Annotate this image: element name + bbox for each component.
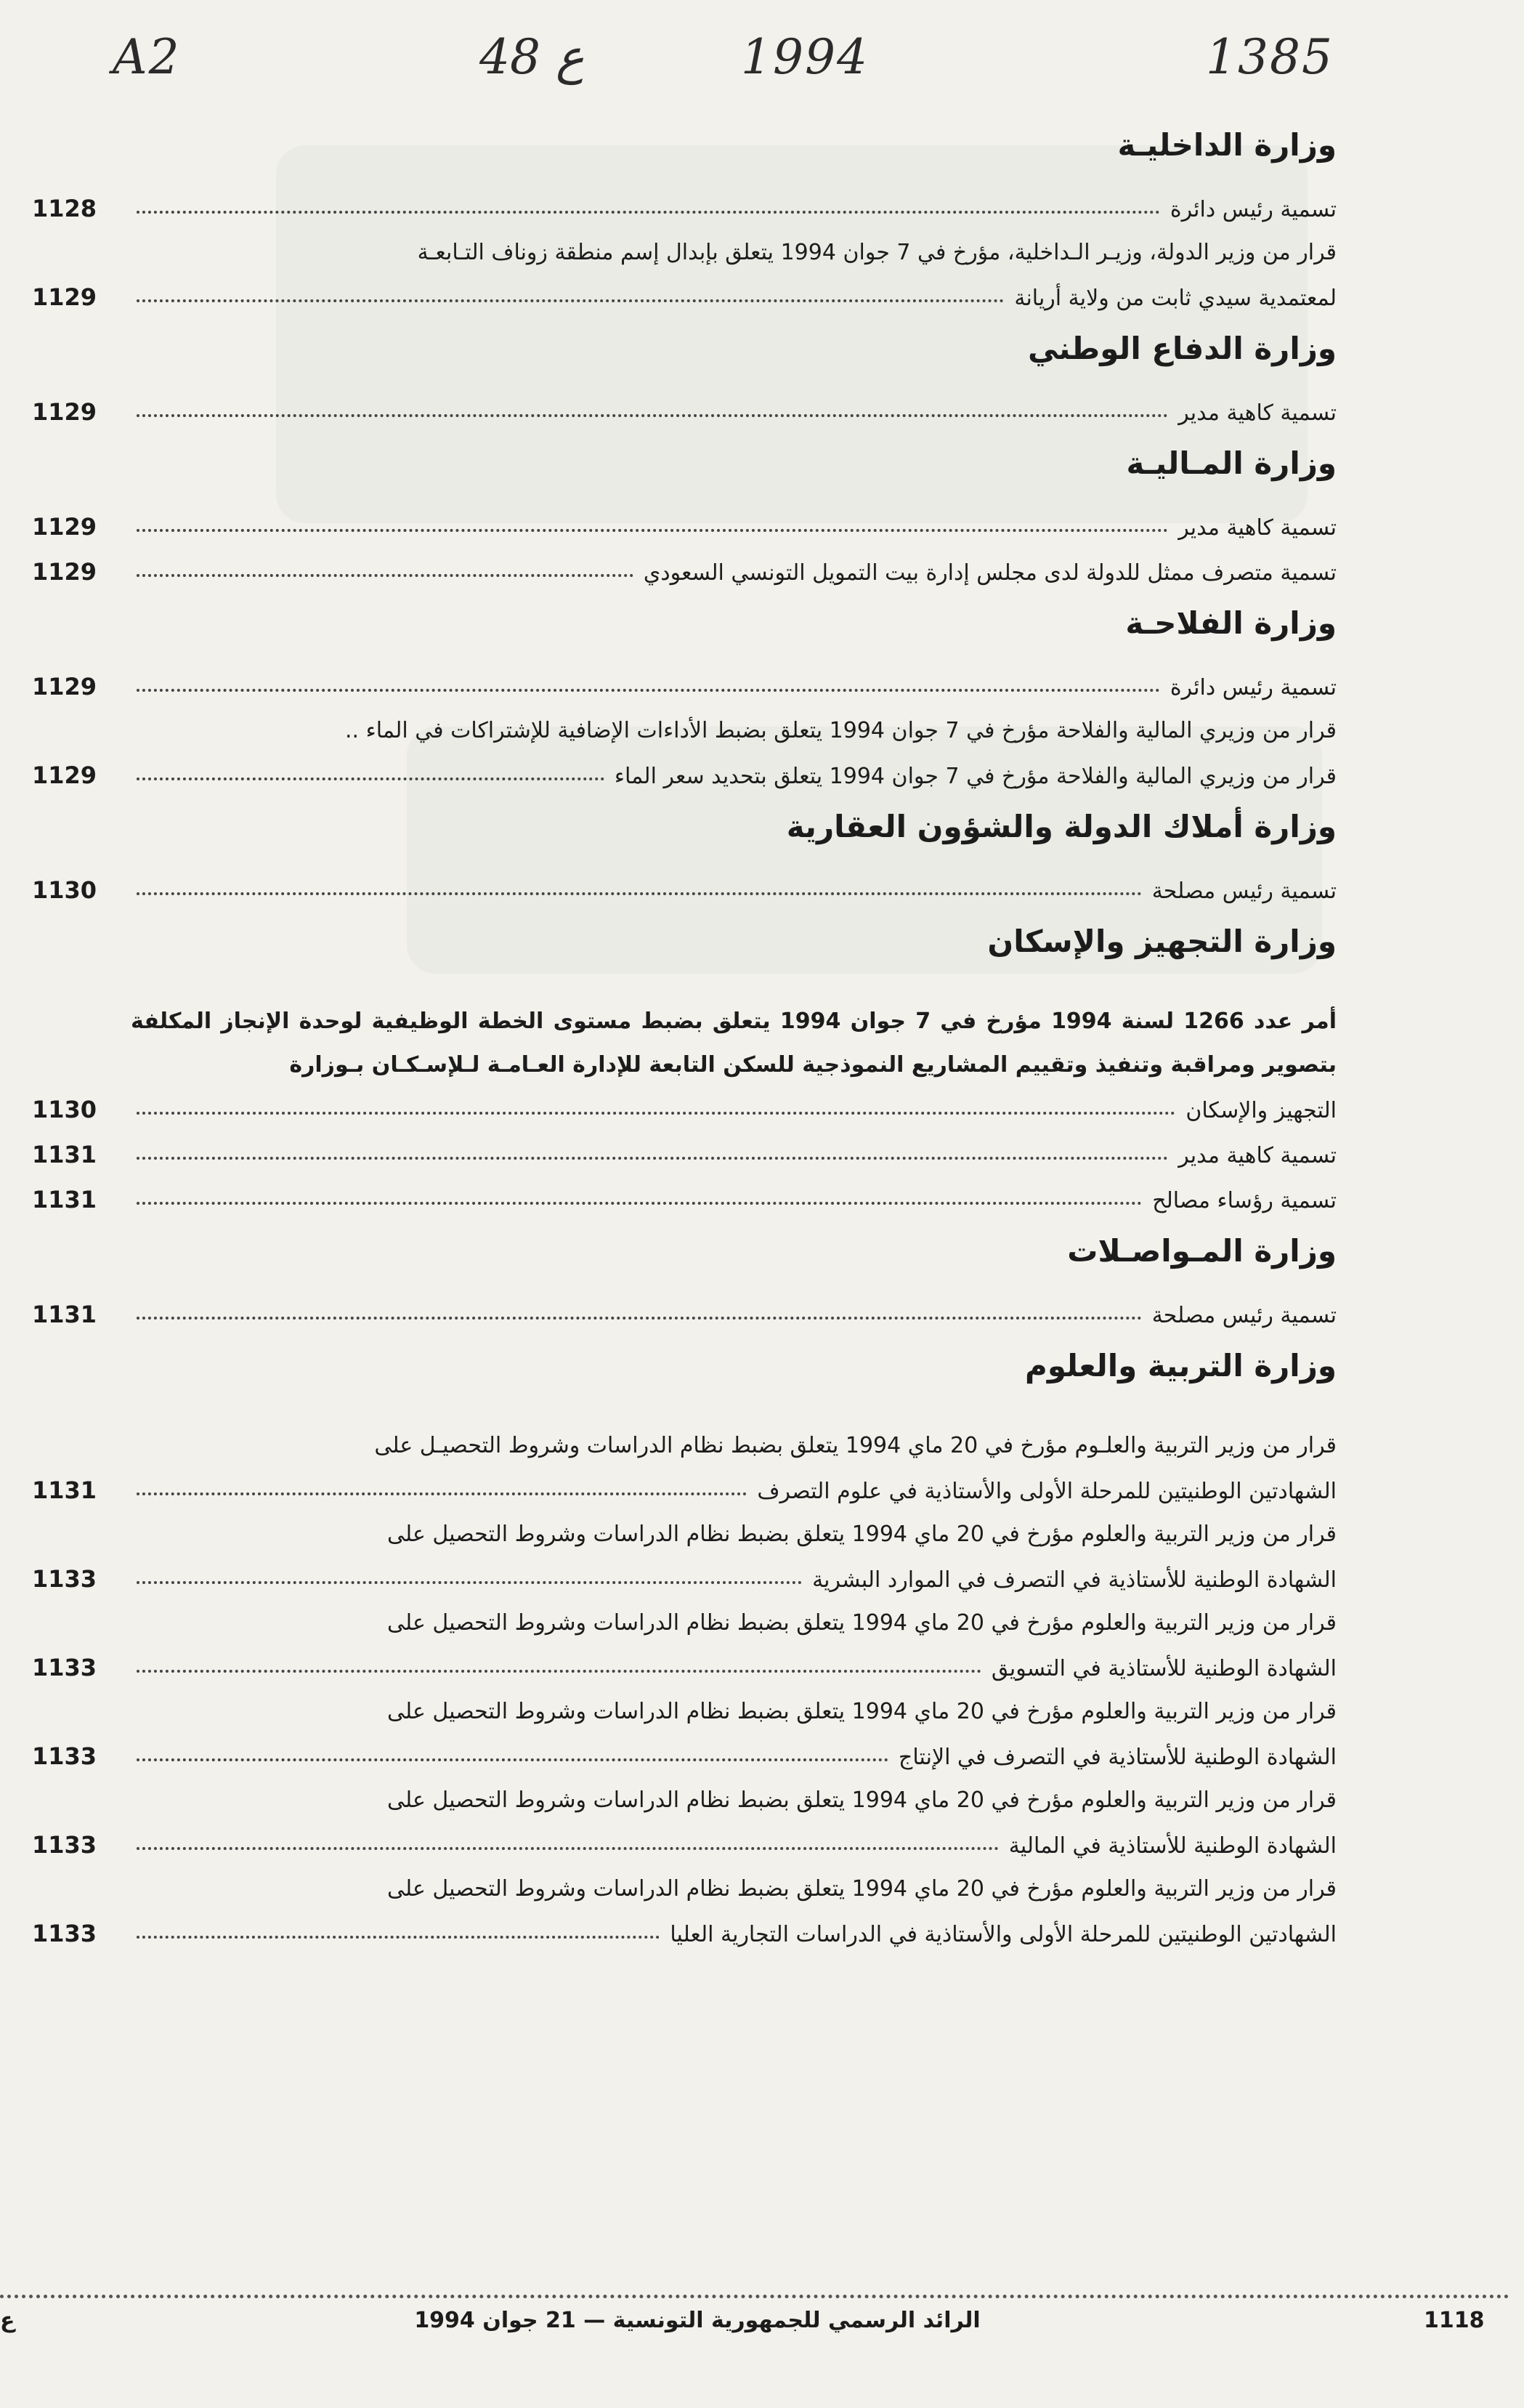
dot-leader [137,689,1160,692]
entry-label: الشهادة الوطنية للأستاذية في التصرف في الموارد البشرية [812,1567,1337,1593]
entry-label: التجهيز والإسكان [1185,1098,1337,1123]
entry-label: لمعتمدية سيدي ثابت من ولاية أريانة [1014,286,1337,311]
entry-text: قرار من وزير التربية والعلوم مؤرخ في 20 ماي 1994 يتعلق بضبط نظام الدراسات وشروط التحصيل على [387,1522,1337,1547]
entry-label: تسمية كاهية مدير [1178,1143,1337,1168]
ministry-title: وزارة الفلاحـة [1125,605,1337,641]
entry-line [29,275,1337,320]
page-number: 1133 [32,1565,97,1593]
dot-leader [137,299,1004,302]
dot-leader [137,1157,1168,1160]
dot-leader [137,1758,888,1761]
entry-line [29,868,1337,913]
ministry-title: وزارة المـاليـة [1126,445,1337,481]
spacer [29,856,1337,868]
spacer [29,493,1337,504]
page-number: 1129 [32,673,97,700]
page-number: 1130 [32,876,97,904]
entry-label: تسمية كاهية مدير [1178,515,1337,541]
ministry-title: وزارة الداخليـة [1117,127,1337,163]
entry-label: تسمية كاهية مدير [1178,400,1337,426]
toc-entry [29,504,1337,549]
entry-label: الشهادة الوطنية للأستاذية في المالية [1008,1833,1337,1859]
spacer [29,971,1337,1000]
spacer [29,174,1337,186]
entry-line [29,1087,1337,1132]
handwritten-reference-a: A2 [113,29,181,85]
entry-line [29,549,1337,594]
dot-leader [137,1112,1175,1115]
dot-leader [137,1317,1142,1320]
footer-page-number: 1118 [1424,2308,1485,2333]
entry-line [29,1911,1337,1956]
table-of-contents [29,116,1337,1956]
page-number: 1130 [32,1096,97,1123]
ministry-title: وزارة أملاك الدولة والشؤون العقارية [786,809,1337,844]
ministry-title: وزارة المـواصـلات [1067,1233,1337,1269]
dot-leader [137,529,1168,532]
toc-entry [29,709,1337,753]
footer-divider [0,2295,1509,2298]
ministry-section [29,320,1337,435]
dot-leader [137,1202,1142,1205]
handwritten-reference-b: 48 ع [479,29,585,85]
dot-leader [137,1670,981,1673]
entry-line [29,1822,1337,1867]
toc-entry [29,1867,1337,1956]
entry-label: الشهادتين الوطنيتين للمرحلة الأولى والأستاذية في الدراسات التجارية العليا [670,1922,1337,1947]
entry-line [29,1734,1337,1779]
page-number: 1129 [32,513,97,541]
page-footer [0,2308,1524,2351]
page-number: 1131 [32,1186,97,1213]
ministry-section [29,1337,1337,1956]
entry-label: الشهادتين الوطنيتين للمرحلة الأولى والأستاذية في علوم التصرف [757,1479,1337,1504]
handwritten-number: 1385 [1206,29,1334,85]
toc-entry [29,389,1337,435]
toc-entry [29,1424,1337,1513]
entry-line [29,186,1337,231]
ministry-section [29,435,1337,594]
spacer [29,1280,1337,1292]
page-number: 1133 [32,1831,97,1859]
toc-entry [29,1690,1337,1779]
dot-leader [137,1847,999,1850]
toc-entry [29,664,1337,709]
toc-entry [29,1000,1337,1132]
footer-publication-title: الرائد الرسمي للجمهورية التونسية — 21 جوان 1994 [414,2308,981,2333]
ministry-section [29,798,1337,913]
ministry-title: وزارة الدفاع الوطني [1028,331,1337,366]
dot-leader [137,1492,747,1495]
toc-entry [29,1513,1337,1601]
page-number: 1133 [32,1742,97,1770]
dot-leader [137,414,1168,417]
entry-line [29,1468,1337,1513]
entry-line [29,1556,1337,1601]
ministry-title: وزارة التربية والعلوم [1025,1348,1337,1383]
footer-edge-text: ع [0,2308,15,2333]
page-number: 1131 [32,1476,97,1504]
dot-leader [137,1581,802,1584]
entry-line [29,664,1337,709]
dot-leader [137,777,604,780]
entry-text: قرار من وزير التربية والعلوم مؤرخ في 20 ماي 1994 يتعلق بضبط نظام الدراسات وشروط التحصيل على [387,1876,1337,1902]
entry-label: تسمية رؤساء مصالح [1152,1188,1337,1213]
entry-label: تسمية رئيس دائرة [1170,197,1337,222]
entry-text: أمر عدد 1266 لسنة 1994 مؤرخ في 7 جوان 1994 يتعلق بضبط مستوى الخطة الوظيفية لوحدة الإنجاز المكلفة بتصوير ومراقبة وتنفيذ وتقييم المشاريع النموذجية للسكن التابعة للإدارة العـامـة لـلإسـكـان بـوزارة [131,1009,1337,1078]
ministry-section [29,116,1337,320]
entry-line [29,1292,1337,1337]
handwritten-year: 1994 [741,29,869,85]
toc-entry [29,1292,1337,1337]
entry-text: قرار من وزيري المالية والفلاحة مؤرخ في 7 جوان 1994 يتعلق بضبط الأداءات الإضافية للإشتراكات في الماء .. [345,718,1337,743]
ministry-section [29,913,1337,1222]
dot-leader [137,211,1160,214]
ministry-section [29,1222,1337,1337]
toc-entry [29,1601,1337,1690]
entry-label: الشهادة الوطنية للأستاذية في التسويق [991,1656,1337,1681]
entry-text: قرار من وزير الدولة، وزيـر الـداخلية، مؤرخ في 7 جوان 1994 يتعلق بإبدال إسم منطقة زوناف التـابعـة [417,240,1337,265]
entry-label: تسمية رئيس مصلحة [1151,1303,1337,1328]
spacer [29,378,1337,389]
entry-text: قرار من وزير التربية والعلوم مؤرخ في 20 ماي 1994 يتعلق بضبط نظام الدراسات وشروط التحصيل على [387,1699,1337,1724]
toc-entry [29,549,1337,594]
toc-entry [29,1779,1337,1867]
entry-line [29,389,1337,435]
toc-entry [29,1132,1337,1177]
entry-line [29,753,1337,798]
page-number: 1129 [32,398,97,426]
dot-leader [137,892,1142,895]
toc-entry [29,1177,1337,1222]
page-number: 1133 [32,1920,97,1947]
entry-label: تسمية متصرف ممثل للدولة لدى مجلس إدارة بيت التمويل التونسي السعودي [643,560,1337,586]
entry-line [29,1132,1337,1177]
toc-entry [29,186,1337,231]
entry-text: قرار من وزير التربية والعلوم مؤرخ في 20 ماي 1994 يتعلق بضبط نظام الدراسات وشروط التحصيل على [387,1610,1337,1636]
entry-line [29,1177,1337,1222]
dot-leader [137,1936,660,1939]
page-number: 1131 [32,1301,97,1328]
entry-text: قرار من وزير التربية والعلوم مؤرخ في 20 ماي 1994 يتعلق بضبط نظام الدراسات وشروط التحصيل على [387,1787,1337,1813]
page-number: 1129 [32,761,97,789]
page-number: 1129 [32,283,97,311]
entry-label: الشهادة الوطنية للأستاذية في التصرف في الإنتاج [899,1745,1337,1770]
entry-line [29,1645,1337,1690]
toc-entry [29,868,1337,913]
page-number: 1133 [32,1654,97,1681]
ministry-section [29,594,1337,798]
dot-leader [137,574,633,577]
entry-line [29,504,1337,549]
page-number: 1128 [32,195,97,222]
entry-text: قرار من وزير التربية والعلـوم مؤرخ في 20 ماي 1994 يتعلق بضبط نظام الدراسات وشروط التحصيـل على [374,1433,1337,1458]
entry-label: قرار من وزيري المالية والفلاحة مؤرخ في 7 جوان 1994 يتعلق بتحديد سعر الماء [614,764,1337,789]
spacer [29,1395,1337,1424]
spacer [29,652,1337,664]
toc-entry [29,753,1337,798]
entry-label: تسمية رئيس دائرة [1170,675,1337,700]
entry-label: تسمية رئيس مصلحة [1151,878,1337,904]
toc-entry [29,231,1337,320]
page-number: 1129 [32,558,97,586]
page-number: 1131 [32,1141,97,1168]
ministry-title: وزارة التجهيز والإسكان [987,924,1337,959]
